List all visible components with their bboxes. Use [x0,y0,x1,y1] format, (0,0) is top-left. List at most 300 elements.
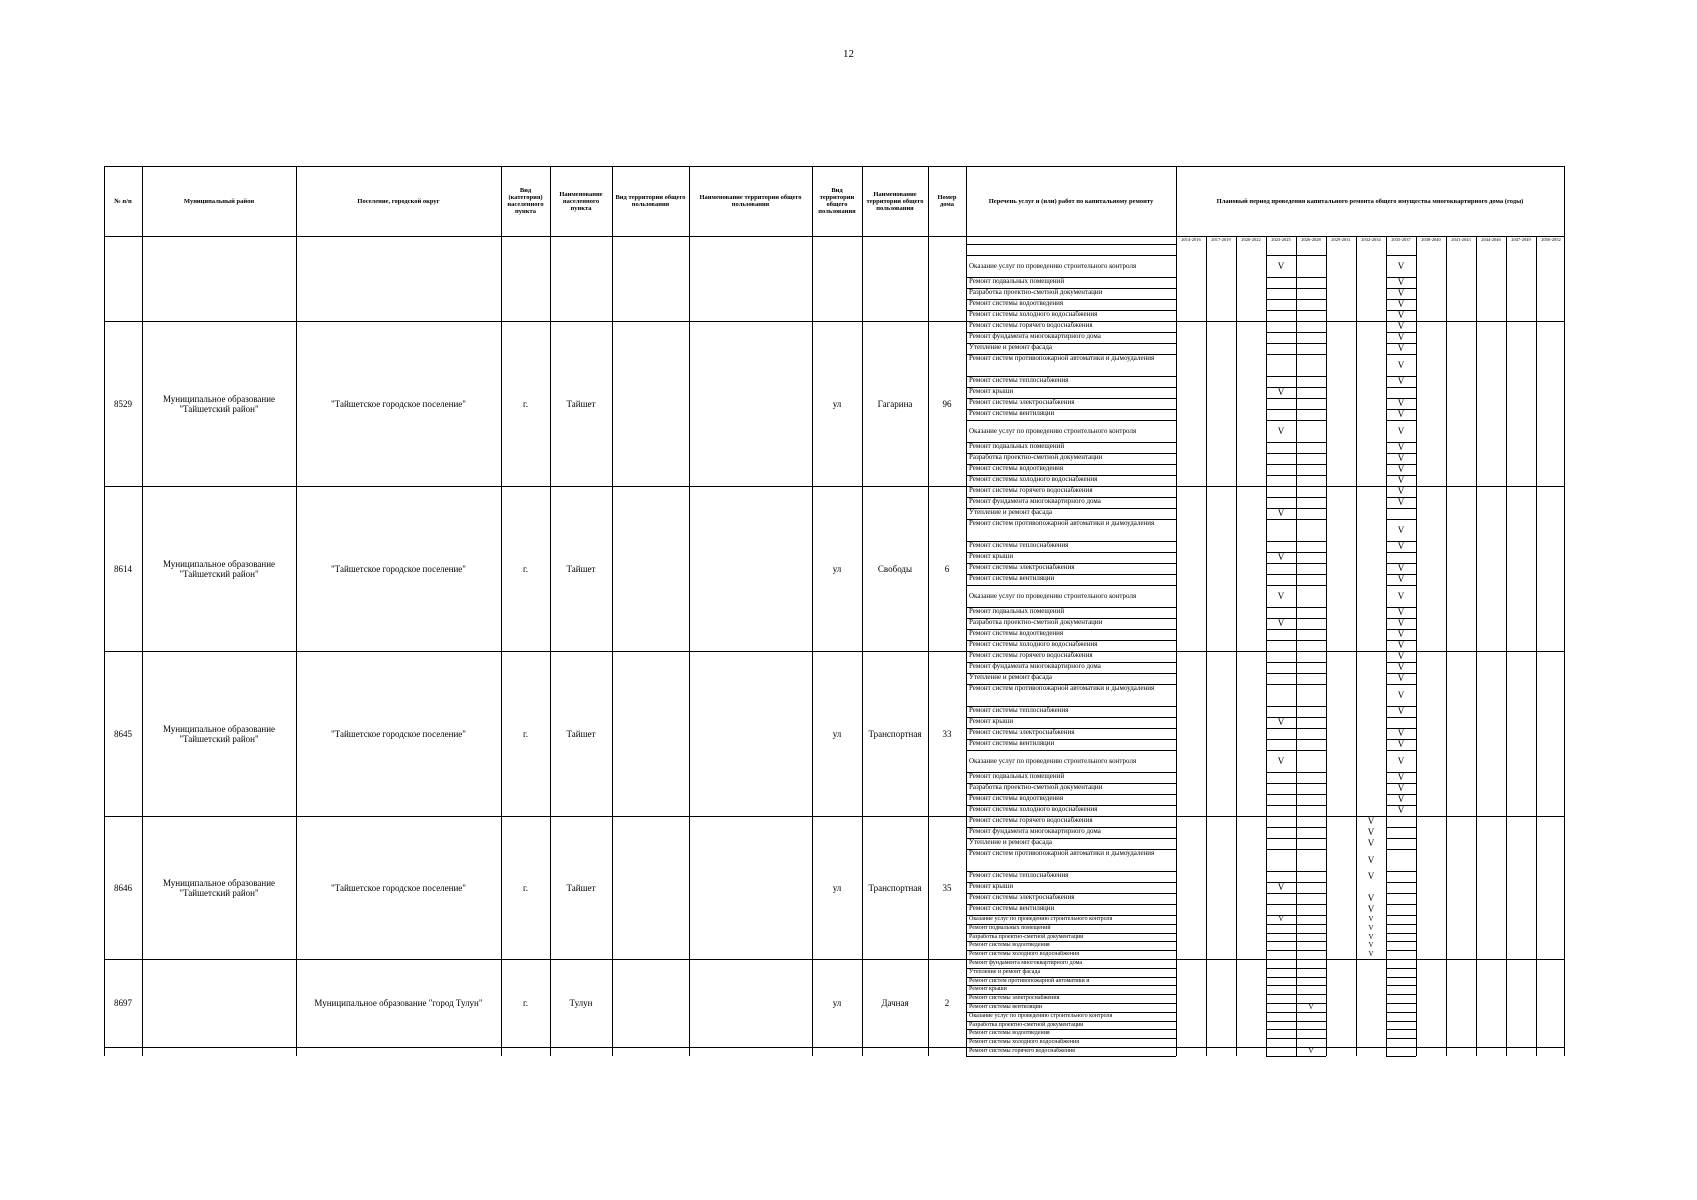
year-row-border [1386,1021,1416,1022]
cell-num: 8529 [114,398,132,409]
cell-loc-type: г. [523,398,528,409]
year-row-border [1296,1038,1326,1039]
work-item: Ремонт систем противопожарной автоматики и дымоудаления [969,685,1155,692]
cell-house: 35 [942,882,952,893]
plan-mark: V [1397,299,1405,309]
cell-street-type [814,236,860,321]
year-row-border [1266,475,1296,476]
cell-num: 8646 [114,882,132,893]
header-area-type: Вид территории общего пользования [615,194,686,208]
year-label: 2041-2043 [1451,237,1471,242]
year-row-border [1296,387,1326,388]
year-row-border [1266,673,1296,674]
plan-mark: V [1367,904,1375,914]
cell-settlement: "Тайшетское городское поселение" [331,563,466,574]
plan-mark: V [1277,590,1285,601]
year-row-border [1266,849,1296,850]
plan-mark: V [1397,673,1405,683]
year-label: 2014-2016 [1181,237,1201,242]
plan-mark: V [1368,923,1374,932]
work-item: Ремонт системы теплоснабжения [969,872,1069,879]
year-row-border [1386,933,1416,934]
work-item: Утепление и ремонт фасада [969,674,1053,681]
year-row-border [1266,739,1296,740]
year-row-border [1266,585,1296,586]
cell-settlement: "Тайшетское городское поселение" [331,882,466,893]
year-label: 2026-2028 [1301,237,1321,242]
header-num: № п/п [114,197,132,205]
year-row-border [1296,508,1326,509]
cell-num [106,236,140,321]
plan-mark: V [1397,475,1405,485]
work-item: Ремонт системы электроснабжения [969,995,1060,1002]
year-row-border [1266,706,1296,707]
plan-mark: V [1397,640,1405,650]
cell-street-type: ул [832,728,842,739]
plan-mark: V [1397,739,1405,749]
cell-loc-type: г. [523,882,528,893]
cell-street-type: ул [832,563,842,574]
cell-house [930,1047,964,1056]
work-item: Ремонт системы водоотведения [969,465,1064,472]
year-row-border [1296,1012,1326,1013]
year-row-border [1266,994,1296,995]
year-row-border [1266,1021,1296,1022]
plan-mark: V [1397,343,1405,353]
year-row-border [1296,871,1326,872]
year-column-border [1236,236,1237,1056]
cell-num: 8614 [114,563,132,574]
plan-mark: V [1397,662,1405,672]
year-row-border [1266,662,1296,663]
column-border [612,166,613,1056]
year-row-border [1296,717,1326,718]
year-row-border [1266,409,1296,410]
year-row-border [1296,442,1326,443]
work-item: Оказание услуг по проведению строительного контроля [969,427,1137,435]
work-item: Разработка проектно-сметной документации [969,289,1103,296]
cell-loc-type [503,236,548,321]
plan-mark: V [1277,882,1285,892]
work-item: Ремонт системы водоотведения [969,795,1064,802]
year-row-border [1296,640,1326,641]
year-label: 2017-2019 [1211,237,1231,242]
plan-mark: V [1397,607,1405,617]
year-row-border [1386,968,1416,969]
work-item: Ремонт системы вентиляции [969,575,1055,582]
plan-mark: V [1277,425,1285,436]
header-street-name: Наименование территории общего пользования [866,190,924,212]
year-row-border [1266,607,1296,608]
year-row-border [1266,398,1296,399]
year-label: 2035-2037 [1391,237,1411,242]
plan-mark: V [1367,871,1375,881]
year-row-border [1266,893,1296,894]
year-label: 2044-2046 [1481,237,1501,242]
year-row-border [1296,354,1326,355]
work-item: Ремонт системы горячего водоснабжения [969,817,1093,824]
cell-loc-name: Тулун [569,998,593,1008]
year-label: 2038-2040 [1421,237,1441,242]
year-row-border [1296,805,1326,806]
work-item: Ремонт системы вентиляции [969,905,1055,912]
year-row-border [1266,904,1296,905]
year-column-border [1536,236,1537,1056]
year-column-border [1386,236,1387,1056]
cell-street-type: ул [832,398,842,409]
plan-mark: V [1277,755,1285,766]
plan-mark: V [1397,425,1405,436]
work-item: Оказание услуг по проведению строительного контроля [969,757,1137,765]
plan-mark: V [1397,590,1405,601]
plan-mark: V [1397,651,1405,661]
cell-num [106,1047,140,1056]
year-row-border [1296,310,1326,311]
year-row-border [1296,750,1326,751]
work-item: Ремонт системы водоотведения [969,1030,1050,1037]
year-column-border [1296,236,1297,1056]
plan-mark: V [1397,409,1405,419]
year-row-border [1386,904,1416,905]
year-row-border [1386,915,1416,916]
plan-mark: V [1397,563,1405,573]
year-column-border [1476,236,1477,1056]
year-row-border [1296,968,1326,969]
column-border [142,166,143,1056]
work-item: Ремонт систем противопожарной автоматики и дымоудаления [969,355,1155,362]
work-item: Оказание услуг по проведению строительного контроля [969,916,1113,922]
year-row-border [1266,794,1296,795]
year-row-border [1386,838,1416,839]
column-border [1176,166,1177,1056]
year-row-border [1296,255,1326,256]
year-row-border [1296,977,1326,978]
work-item: Ремонт фундамента многоквартирного дома [969,333,1101,340]
plan-mark: V [1397,618,1405,628]
year-row-border [1296,684,1326,685]
year-row-border [1386,255,1416,256]
cell-settlement [298,236,499,321]
year-row-border [1386,1056,1416,1057]
work-item: Разработка проектно-сметной документации [969,454,1103,461]
year-row-border [1296,1056,1326,1057]
year-row-border [1296,585,1326,586]
year-row-border [1296,398,1326,399]
year-row-border [1266,977,1296,978]
year-row-border [1296,728,1326,729]
year-row-border [1386,1003,1416,1004]
plan-mark: V [1277,508,1285,518]
year-row-border [1386,552,1416,553]
plan-mark: V [1397,574,1405,584]
work-item: Ремонт системы горячего водоснабжения [969,1048,1075,1054]
work-item: Ремонт системы вентиляции [969,1004,1043,1010]
cell-street [864,1047,926,1056]
cell-street: Дачная [881,998,909,1008]
year-label: 2050-2052 [1541,237,1561,242]
year-row-border [1386,1029,1416,1030]
plan-mark: V [1397,706,1405,716]
capital-repair-table [104,166,1564,1056]
year-row-border [1296,420,1326,421]
plan-mark: V [1397,376,1405,386]
cell-street-type: ул [832,882,842,893]
year-column-border [1356,236,1357,1056]
plan-mark: V [1397,805,1405,815]
header-area-name: Наименование территории общего пользования [699,194,802,208]
header-street-type: Вид территории общего пользования [818,187,856,215]
year-row-border [1386,387,1416,388]
plan-mark: V [1368,941,1374,950]
column-border [550,166,551,1056]
cell-street: Транспортная [868,882,922,893]
work-item: Ремонт системы холодного водоснабжения [969,641,1098,648]
cell-house: 6 [944,563,950,574]
year-row-border [1386,882,1416,883]
plan-mark: V [1397,310,1405,320]
cell-loc-name [552,1047,610,1056]
year-row-border [1296,673,1326,674]
plan-mark: V [1397,260,1405,271]
plan-mark: V [1397,783,1405,793]
year-row-border [1266,453,1296,454]
year-row-border [1266,343,1296,344]
year-row-border [1386,420,1416,421]
work-item: Ремонт системы холодного водоснабжения [969,476,1098,483]
year-row-border [1266,684,1296,685]
year-row-border [1386,684,1416,685]
year-row-border [1296,629,1326,630]
year-column-border [1206,236,1207,1056]
work-item: Ремонт систем противопожарной автоматики и дымоудаления [969,850,1155,857]
year-label: 2032-2034 [1361,237,1381,242]
plan-mark: V [1397,332,1405,342]
plan-mark: V [1367,854,1375,865]
year-column-border [1446,236,1447,1056]
year-row-border [1296,1029,1326,1030]
work-item: Разработка проектно-сметной документации [969,619,1103,626]
cell-num: 8697 [114,998,132,1008]
work-item: Оказание услуг по проведению строительного контроля [969,592,1137,600]
work-item: Ремонт системы горячего водоснабжения [969,652,1093,659]
plan-mark: V [1397,321,1405,331]
cell-district: Муниципальное образование "Тайшетский район" [162,877,276,898]
subheader-border [966,244,1176,245]
plan-mark: V [1397,497,1405,507]
cell-settlement: "Тайшетское городское поселение" [331,728,466,739]
year-row-border [1296,706,1326,707]
year-row-border [1386,1012,1416,1013]
work-item: Ремонт крыши [969,718,1014,725]
work-item: Ремонт системы холодного водоснабжения [969,951,1079,958]
work-item: Ремонт крыши [969,388,1014,395]
year-row-border [1386,985,1416,986]
year-column-border [1506,236,1507,1056]
cell-house [930,236,964,321]
year-row-border [1296,343,1326,344]
work-item: Оказание услуг по проведению строительного контроля [969,262,1137,270]
year-row-border [1296,464,1326,465]
year-row-border [1266,838,1296,839]
year-row-border [1266,805,1296,806]
year-row-border [1266,541,1296,542]
year-row-border [1266,1056,1296,1057]
year-row-border [1266,640,1296,641]
year-row-border [1266,750,1296,751]
plan-mark: V [1397,524,1405,535]
year-column-border [1416,236,1417,1056]
header-locality-type: Вид (категория) населенного пункта [507,187,544,215]
work-item: Ремонт системы электроснабжения [969,729,1075,736]
cell-num: 8645 [114,728,132,739]
year-label: 2020-2022 [1241,237,1261,242]
year-row-border [1296,904,1326,905]
cell-street [864,236,926,321]
year-row-border [1386,871,1416,872]
cell-loc-name: Тайшет [566,398,596,409]
year-row-border [1296,453,1326,454]
year-row-border [1266,728,1296,729]
plan-mark: V [1368,932,1374,941]
year-row-border [1266,442,1296,443]
year-row-border [1266,354,1296,355]
year-row-border [1296,794,1326,795]
plan-mark: V [1397,541,1405,551]
work-item: Ремонт фундамента многоквартирного дома [969,828,1101,835]
year-row-border [1296,827,1326,828]
year-row-border [1386,585,1416,586]
work-item: Ремонт системы горячего водоснабжения [969,322,1093,329]
year-row-border [1296,299,1326,300]
year-row-border [1386,508,1416,509]
plan-mark: V [1397,728,1405,738]
work-item: Ремонт систем противопожарной автоматики и дымоудаления [969,520,1155,527]
year-row-border [1386,750,1416,751]
work-item: Ремонт системы электроснабжения [969,894,1075,901]
year-row-border [1266,772,1296,773]
year-label: 2023-2025 [1271,237,1291,242]
year-row-border [1386,849,1416,850]
year-row-border [1296,950,1326,951]
year-row-border [1296,563,1326,564]
year-row-border [1266,497,1296,498]
cell-street-type: ул [832,998,842,1008]
year-row-border [1296,1021,1326,1022]
work-item: Ремонт системы электроснабжения [969,399,1075,406]
cell-house: 96 [942,398,952,409]
year-row-border [1386,941,1416,942]
year-row-border [1296,607,1326,608]
cell-settlement: "Тайшетское городское поселение" [331,398,466,409]
plan-mark: V [1397,486,1405,496]
year-row-border [1296,772,1326,773]
year-column-border [1326,236,1327,1056]
year-row-border [1296,882,1326,883]
year-row-border [1296,376,1326,377]
cell-street: Гагарина [877,398,913,409]
plan-mark: V [1397,689,1405,700]
cell-street: Транспортная [868,728,922,739]
plan-mark: V [1278,915,1284,923]
cell-loc-type: г. [523,728,528,739]
cell-district [144,1047,294,1056]
year-row-border [1266,1038,1296,1039]
year-row-border [1296,497,1326,498]
cell-loc-name [552,236,610,321]
work-item: Утепление и ремонт фасада [969,839,1053,846]
year-row-border [1296,332,1326,333]
header-period: Плановый период проведения капитального ремонта общего имущества многоквартирного дома (годы) [1216,197,1524,205]
year-row-border [1296,277,1326,278]
column-border [1564,166,1565,1056]
work-item: Ремонт системы холодного водоснабжения [969,311,1098,318]
cell-district: Муниципальное образование "Тайшетский район" [162,558,276,579]
header-house: Номер дома [937,194,957,208]
year-row-border [1386,827,1416,828]
work-item: Ремонт фундамента многоквартирного дома [969,663,1101,670]
plan-mark: V [1397,288,1405,298]
cell-settlement [298,1047,499,1056]
cell-loc-type: г. [523,998,528,1008]
year-row-border [1266,1012,1296,1013]
column-border [104,166,105,1056]
year-column-border [1266,236,1267,1056]
work-item: Ремонт подвальных помещений [969,924,1051,931]
year-row-border [1266,376,1296,377]
work-item: Ремонт крыши [969,553,1014,560]
year-row-border [1296,941,1326,942]
year-row-border [1266,519,1296,520]
plan-mark: V [1367,893,1375,903]
plan-mark: V [1308,1047,1314,1055]
year-row-border [1266,255,1296,256]
year-row-border [1266,871,1296,872]
work-item: Разработка проектно-сметной документации [969,933,1084,940]
header-works: Перечень услуг и (или) работ по капитальному ремонту [988,197,1154,205]
header-settlement: Поселение, городской округ [357,197,440,205]
plan-mark: V [1308,1003,1314,1011]
work-item: Ремонт системы горячего водоснабжения [969,487,1093,494]
year-row-border [1386,924,1416,925]
year-row-border [1266,941,1296,942]
plan-mark: V [1367,827,1375,837]
work-item: Ремонт крыши [969,986,1007,993]
year-row-border [1266,629,1296,630]
work-item: Ремонт системы холодного водоснабжения [969,806,1098,813]
work-item: Ремонт крыши [969,883,1014,890]
year-row-border [1266,563,1296,564]
work-item: Ремонт подвальных помещений [969,608,1065,615]
plan-mark: V [1277,717,1285,727]
work-item: Ремонт системы теплоснабжения [969,377,1069,384]
work-item: Разработка проектно-сметной документации [969,1021,1084,1028]
year-row-border [1296,933,1326,934]
column-border [689,166,690,1056]
year-row-border [1266,310,1296,311]
plan-mark: V [1277,260,1285,271]
work-item: Ремонт системы теплоснабжения [969,707,1069,714]
year-row-border [1266,783,1296,784]
year-row-border [1296,893,1326,894]
page-number: 12 [843,48,854,60]
work-item: Утепление и ремонт фасада [969,344,1053,351]
cell-district: Муниципальное образование "Тайшетский район" [162,723,276,744]
year-row-border [1296,994,1326,995]
year-row-border [1266,1003,1296,1004]
work-item: Ремонт системы вентиляции [969,410,1055,417]
work-item: Ремонт системы водоотведения [969,630,1064,637]
plan-mark: V [1397,442,1405,452]
